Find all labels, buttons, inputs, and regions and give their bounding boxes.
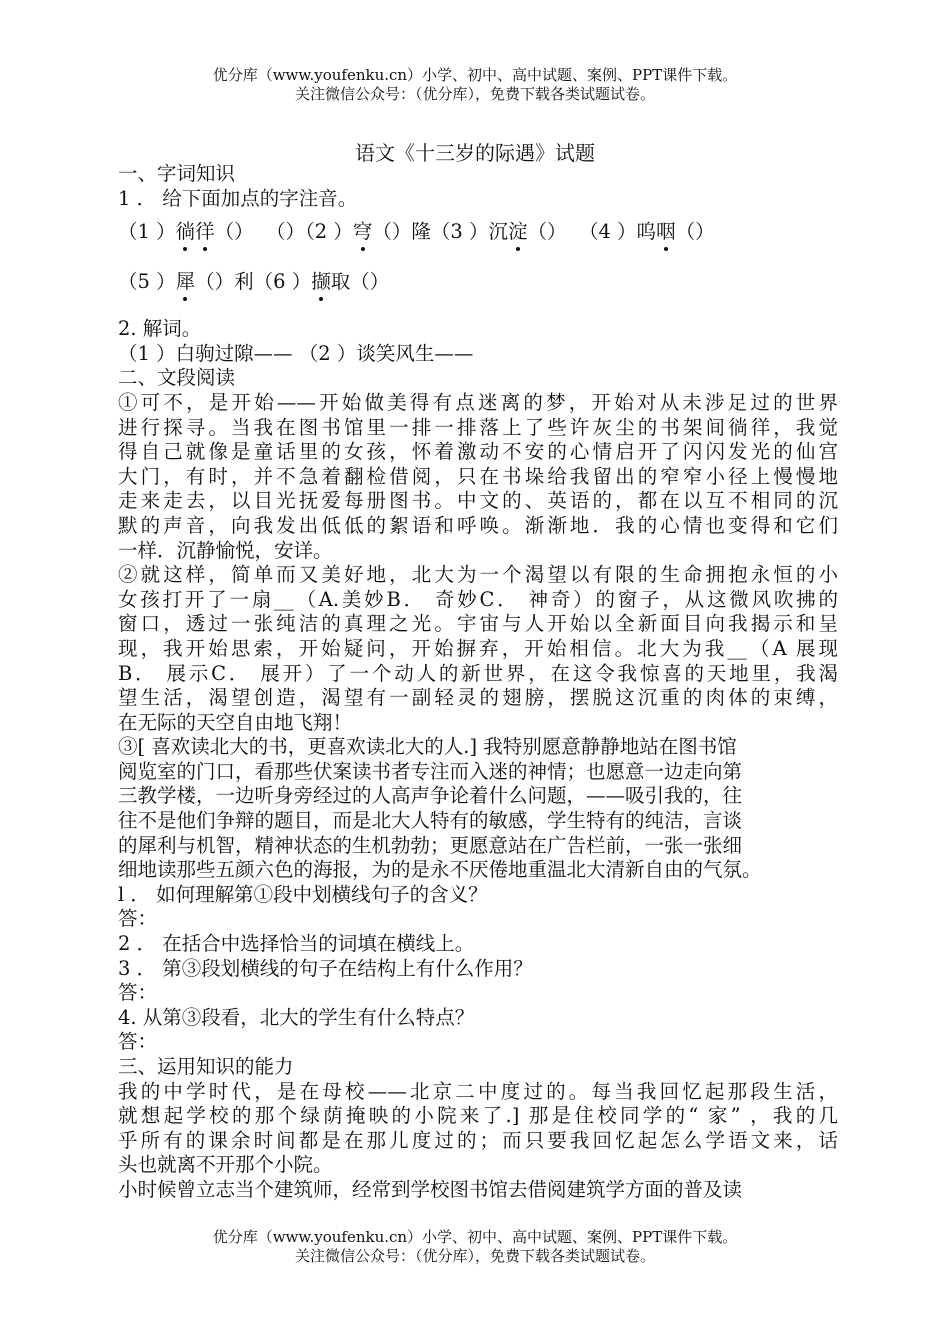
- paragraph-line: 大门，有时，并不急着翻检借阅，只在书垛给我留出的窄窄小径上慢慢地: [118, 464, 838, 488]
- page-title: 语文《十三岁的际遇》试题: [355, 141, 595, 165]
- paragraph-line: 一样．沉静愉悦，安详。: [118, 538, 333, 562]
- question-2: 2. 解词。: [118, 317, 202, 341]
- question-1: 1 ． 给下面加点的字注音。: [118, 186, 358, 210]
- dotted-character: 徜: [175, 220, 196, 244]
- page-footer: [0, 1228, 950, 1266]
- paragraph-line: ②就这样，简单而又美好地，北大为一个渴望以有限的生命拥抱永恒的小: [118, 563, 838, 587]
- pinyin-text: 取（）: [330, 270, 390, 294]
- pinyin-text: （） （4 ）呜: [527, 220, 657, 244]
- reading-paragraph-2: [118, 563, 838, 735]
- paragraph-line: ③[ 喜欢读北大的书，更喜欢读北大的人.] 我特别愿意静静地站在图书馆: [118, 735, 737, 759]
- question-line: l ． 如何理解第①段中划横线句子的含义？: [118, 882, 488, 906]
- paragraph-line: 在无际的天空自由地飞翔！: [118, 710, 353, 734]
- document-body: [118, 162, 838, 1203]
- paragraph-line: 三教学楼，一边听身旁经过的人高声争论着什么问题，——吸引我的，往: [118, 784, 743, 808]
- dotted-character: 咽: [656, 220, 676, 244]
- section2-heading: 二、文段阅读: [118, 366, 236, 390]
- pinyin-text: （1 ）: [118, 220, 176, 244]
- paragraph-line: 得自己就像是童话里的女孩，怀着激动不安的心情启开了闪闪发光的仙宫: [118, 440, 838, 464]
- pinyin-text: （） （）（2 ）: [214, 220, 353, 244]
- reading-questions: [118, 883, 838, 1055]
- dotted-character: 穹: [352, 220, 373, 244]
- paragraph-line: 现，我开始思索，开始疑问，开始摒弃，开始相信。北大为我__（A 展现: [118, 636, 838, 660]
- reading-paragraph-3: [118, 735, 838, 883]
- question-line: 2 ． 在括合中选择恰当的词填在横线上。: [118, 932, 475, 956]
- dotted-character: 犀: [175, 270, 196, 294]
- pinyin-text: （）利（6 ）: [195, 270, 312, 294]
- reading-paragraph-1: [118, 391, 838, 563]
- question-2-items: （1 ）白驹过隙—— （2 ）谈笑风生——: [118, 341, 474, 365]
- pinyin-row-1: [118, 219, 838, 257]
- paragraph-line: 窗口，透过一张纯洁的真理之光。宇宙与人开始以全新面目向我揭示和呈: [118, 612, 838, 636]
- question-line: 3 ． 第③段划横线的句子在结构上有什么作用？: [118, 956, 533, 980]
- question-line: 答：: [118, 907, 158, 931]
- pinyin-text: （）隆（3 ）沉: [372, 220, 509, 244]
- paragraph-line: 望生活，渴望创造，渴望有一副轻灵的翅膀，摆脱这沉重的肉体的束缚，: [118, 686, 838, 710]
- paragraph-line: ①可不，是开始——开始做美得有点迷离的梦，开始对从未涉足过的世界: [118, 390, 838, 414]
- section3-heading: 三、运用知识的能力: [118, 1055, 294, 1078]
- footer-line-1: 优分库（www.youfenku.cn）小学、初中、高中试题、案例、PPT课件下载。: [212, 1228, 738, 1246]
- paragraph-line: 女孩打开了一扇__（A.美妙B． 奇妙C． 神奇）的窗子，从这微风吹拂的: [118, 587, 838, 611]
- question-line: 4. 从第③段看，北大的学生有什么特点？: [118, 1005, 475, 1029]
- paragraph-line: 的犀利与机智，精神状态的生机勃勃；更愿意站在广告栏前，一张一张细: [118, 833, 743, 857]
- paragraph-line: 走来走去，以目光抚爱每册图书。中文的、英语的，都在以互不相同的沉: [118, 489, 838, 513]
- header-line-2: 关注微信公众号：（优分库），免费下载各类试题试卷。: [294, 85, 655, 103]
- pinyin-text: （5 ）: [118, 270, 176, 294]
- pinyin-row-2: [118, 269, 838, 317]
- paragraph-line: 我的中学时代，是在母校——北京二中度过的。每当我回忆起那段生活，: [118, 1079, 838, 1103]
- page-header: [0, 66, 950, 104]
- section1-heading: 一、字词知识: [118, 162, 236, 185]
- dotted-character: 徉: [195, 220, 215, 244]
- paragraph-line: 小时候曾立志当个建筑师，经常到学校图书馆去借阅建筑学方面的普及读: [118, 1177, 743, 1201]
- paragraph-line: 往不是他们争辩的题目，而是北大人特有的敏感，学生特有的纯洁，言谈: [118, 809, 743, 833]
- paragraph-line: B． 展示C． 展开）了一个动人的新世界，在这令我惊喜的天地里，我渴: [118, 661, 838, 685]
- question-line: 答：: [118, 981, 158, 1005]
- question-line: 答：: [118, 1030, 158, 1054]
- dotted-character: 淀: [508, 220, 528, 244]
- paragraph-line: 就想起学校的那个绿荫掩映的小院来了.] 那是住校同学的“ 家” ，我的几: [118, 1104, 838, 1128]
- passage-paragraph-2: [118, 1178, 838, 1203]
- paragraph-line: 乎所有的课余时间都是在那儿度过的；而只要我回忆起怎么学语文来，话: [118, 1128, 838, 1152]
- paragraph-line: 头也就离不开那个小院。: [118, 1153, 333, 1177]
- header-line-1: 优分库（www.youfenku.cn）小学、初中、高中试题、案例、PPT课件下载。: [212, 66, 738, 84]
- paragraph-line: 进行探寻。当我在图书馆里一排一排落上了些许灰尘的书架间徜徉，我觉: [118, 415, 838, 439]
- paragraph-line: 细地读那些五颜六色的海报，为的是永不厌倦地重温北大清新自由的气氛。: [118, 858, 762, 882]
- pinyin-text: （）: [675, 220, 715, 244]
- footer-line-2: 关注微信公众号：（优分库），免费下载各类试题试卷。: [294, 1247, 655, 1265]
- paragraph-line: 默的声音，向我发出低低的絮语和呼唤。渐渐地．我的心情也变得和它们: [118, 513, 838, 537]
- paragraph-line: 阅览室的门口，看那些伏案读书者专注而入迷的神情；也愿意一边走向第: [118, 759, 743, 783]
- passage-paragraph-1: [118, 1080, 838, 1178]
- dotted-character: 撷: [311, 270, 331, 294]
